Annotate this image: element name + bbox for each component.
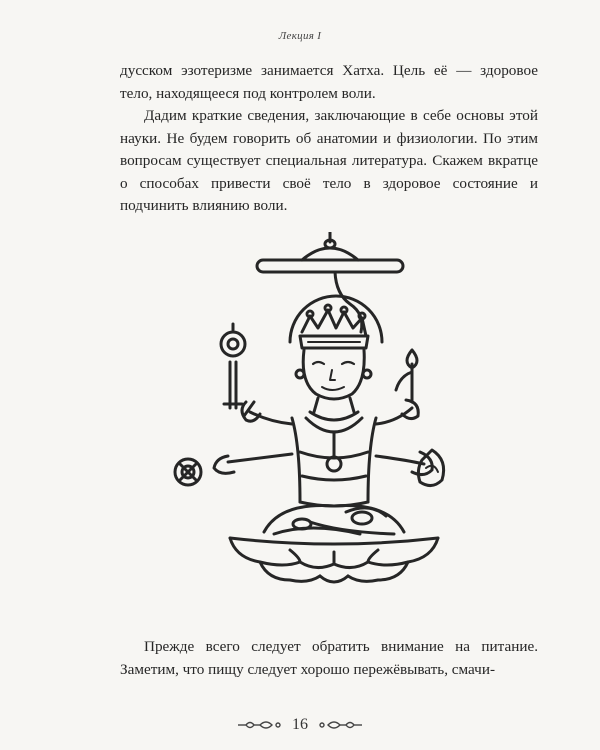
face-icon [296, 350, 371, 399]
page-number: 16 [292, 716, 308, 733]
left-ornament-icon [236, 719, 282, 731]
scepter-icon [221, 324, 245, 408]
paragraph-continued: дусском эзотеризме занимается Хатха. Цель её — здоровое тело, находящееся под контролем воли. [120, 62, 538, 102]
paragraph: Дадим краткие сведения, заключающие в себе основы этой науки. Не будем говорить об анатомии и физиологии. По этим вопросам существует специальная литература. Скажем вкратце о способах привести своё тело в здоровое состояние и подчинить влиянию воли. [120, 107, 538, 214]
paragraph: Прежде всего следует обратить внимание на питание. Заметим, что пищу следует хорошо пережёвывать, смачи- [120, 638, 538, 678]
right-ornament-icon [318, 719, 364, 731]
crossed-legs-icon [264, 506, 404, 534]
torso-icon [292, 398, 376, 506]
lotus-base-icon [230, 538, 438, 582]
page-number-row [0, 716, 600, 734]
deity-illustration [150, 232, 450, 592]
text-block-bottom [120, 636, 538, 681]
running-header: Лекция I [278, 30, 322, 42]
arm-upper-left-icon [242, 402, 292, 424]
arm-lower-left-icon [214, 454, 292, 473]
arm-upper-right-icon [376, 400, 418, 424]
arm-lower-right-icon [376, 452, 432, 475]
lotus-flower-icon [396, 350, 417, 402]
chakra-disc-icon [175, 459, 201, 485]
canopy-icon [257, 232, 403, 272]
text-block-top [120, 60, 538, 218]
